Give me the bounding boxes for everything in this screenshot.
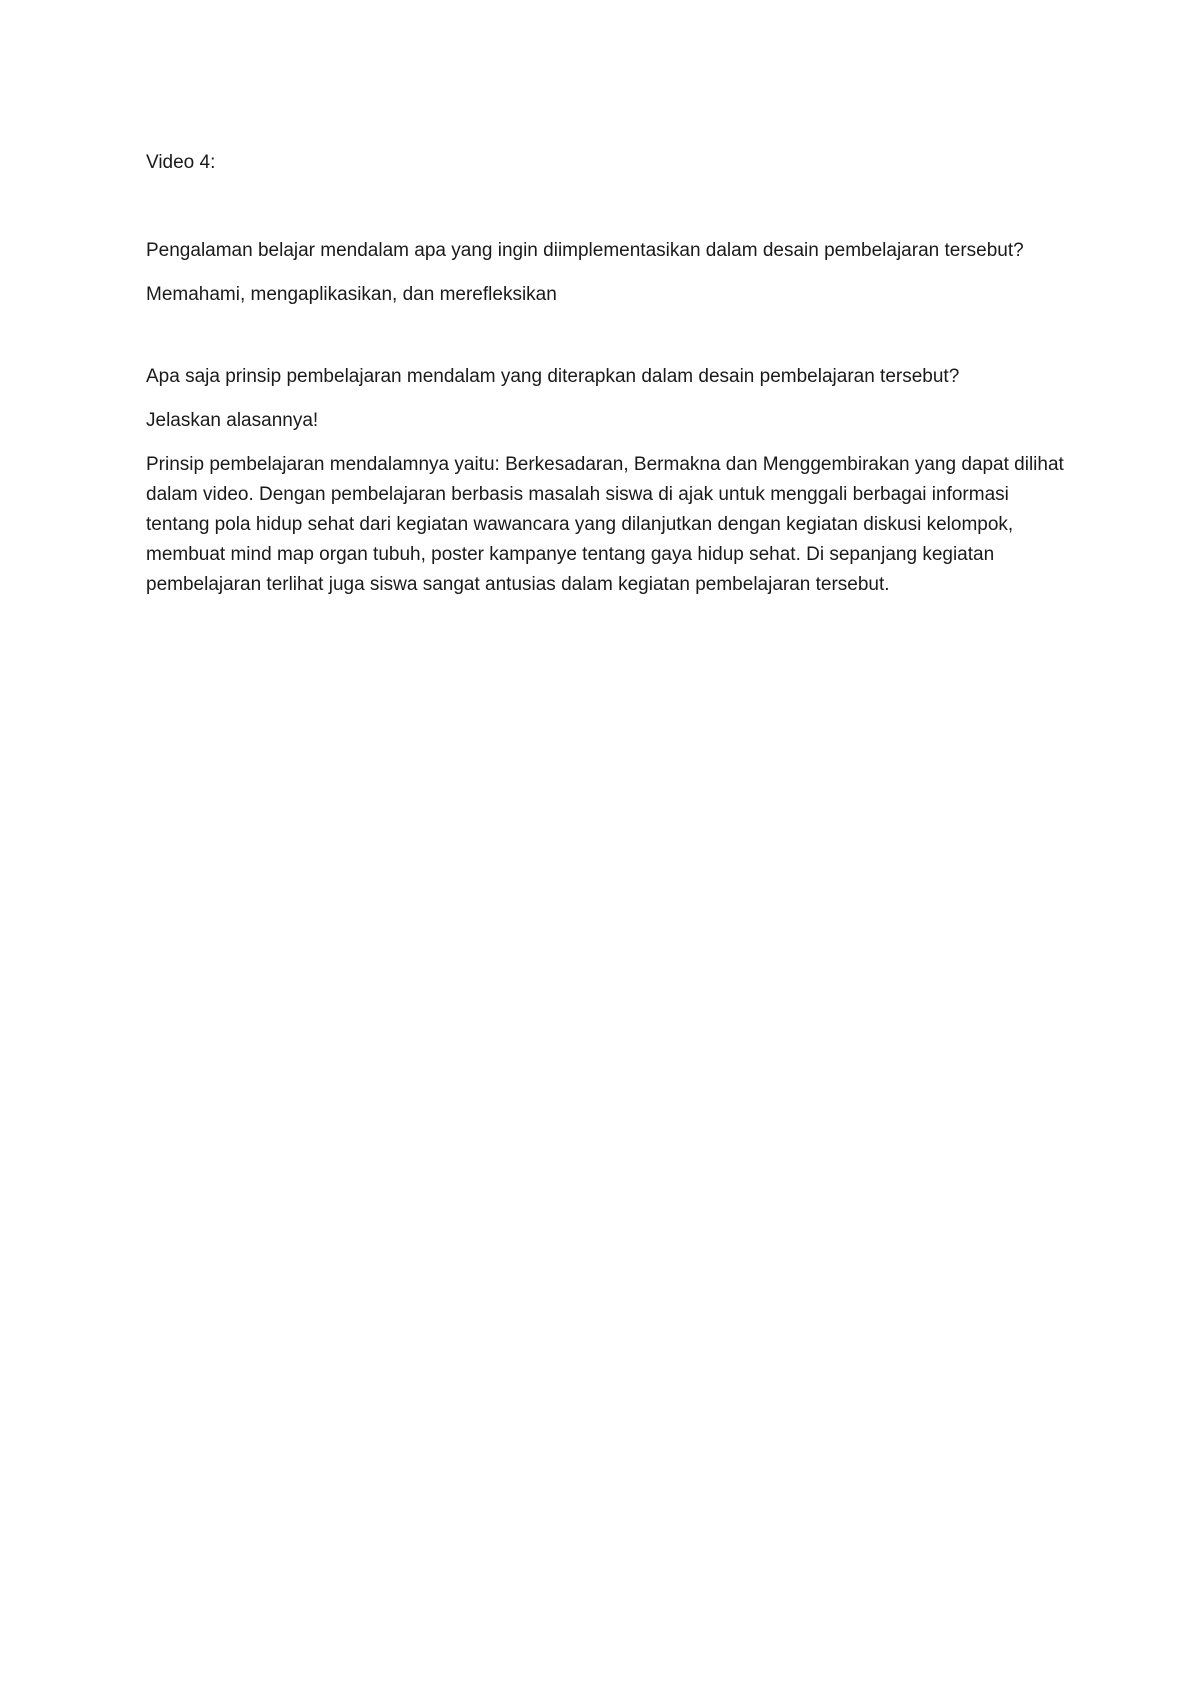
answer-2: Prinsip pembelajaran mendalamnya yaitu: Berkesadaran, Bermakna dan Menggembirakan yang dapat dilihat dalam video. Dengan pembelajaran berbasis masalah siswa di ajak untuk menggali berbagai informasi tentang pola hidup sehat dari kegiatan wawancara yang dilanjutkan dengan kegiatan diskusi kelompok, membuat mind map organ tubuh, poster kampanye tentang gaya hidup sehat. Di sepanjang kegiatan pembelajaran terlihat juga siswa sangat antusias dalam kegiatan pembelajaran tersebut.	[146, 454, 1064, 595]
spacer	[146, 310, 1066, 362]
question-1: Pengalaman belajar mendalam apa yang ingin diimplementasikan dalam desain pembelajaran tersebut?	[146, 240, 1024, 261]
spacer	[146, 436, 1066, 450]
spacer	[146, 266, 1066, 280]
spacer	[146, 392, 1066, 406]
document-body	[146, 148, 1066, 600]
spacer	[146, 178, 1066, 236]
question-2: Apa saja prinsip pembelajaran mendalam yang diterapkan dalam desain pembelajaran tersebut?	[146, 366, 960, 387]
question-2-followup: Jelaskan alasannya!	[146, 410, 319, 431]
document-title: Video 4:	[146, 152, 216, 173]
answer-1: Memahami, mengaplikasikan, dan merefleksikan	[146, 284, 557, 305]
